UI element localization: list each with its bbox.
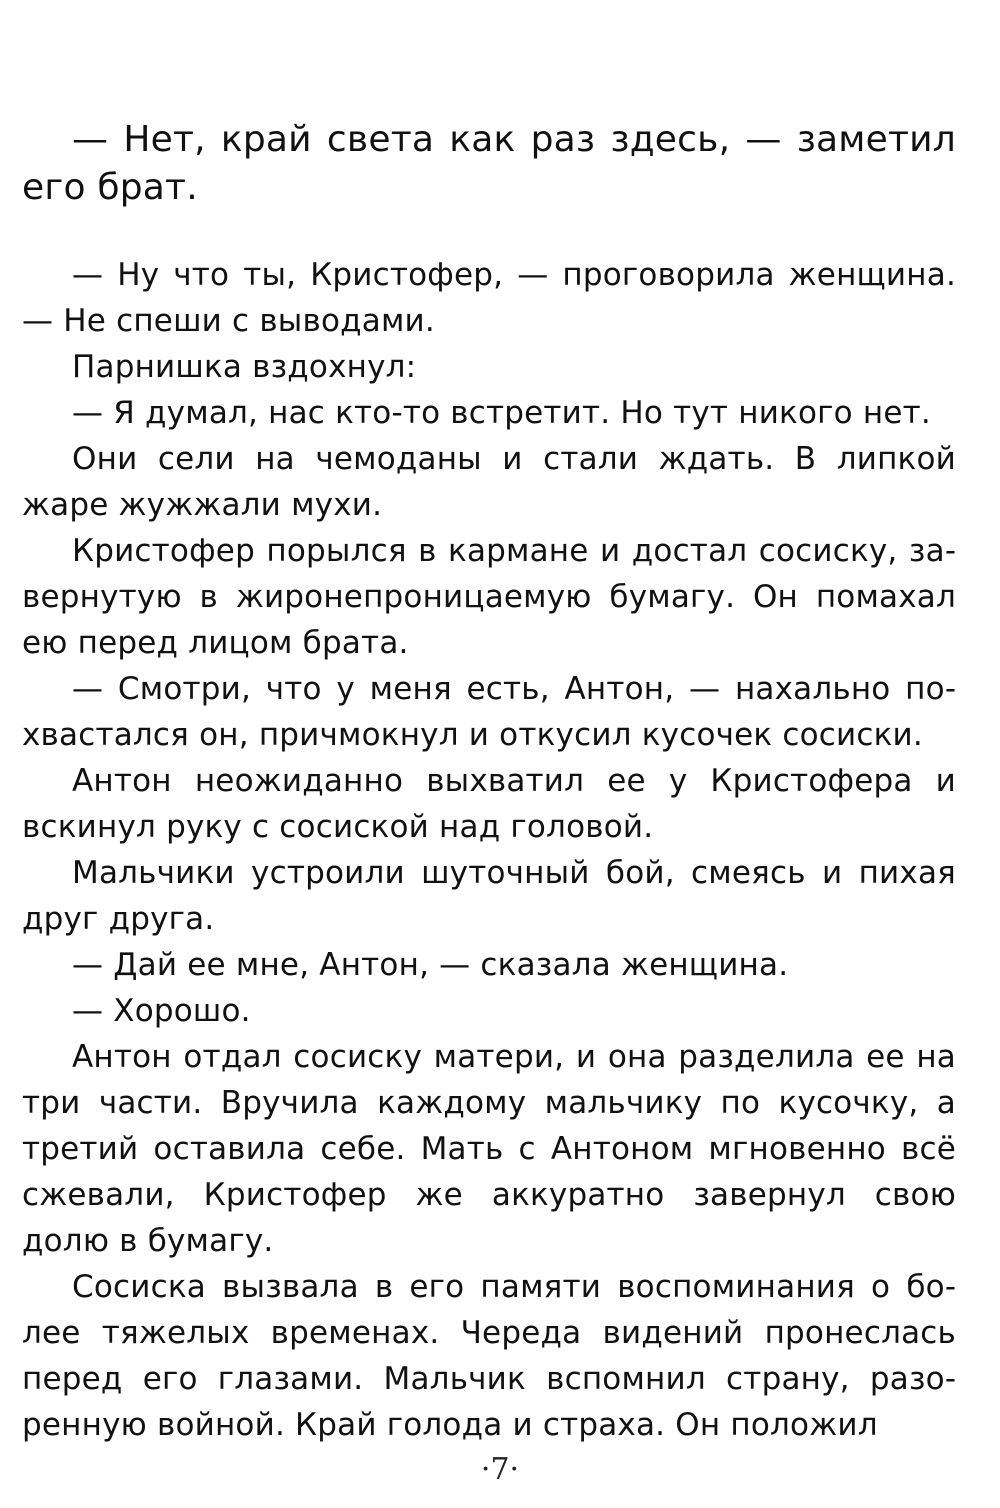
paragraph-6: Кристофер порылся в кармане и достал сосиску, завернутую в жиронепроницаемую бумагу. Он помахал ею перед лицом брата. [22, 533, 956, 661]
paragraph-10: — Дай ее мне, Антон, — сказала женщина. [72, 947, 789, 983]
paragraph-12: Антон отдал сосиску матери, и она разделила ее на три части. Вручила каждому мальчику по кусочку, а третий оставила себе. Мать с Антоном мгновенно всё сжевали, Кристофер же аккуратно завернул свою долю в бумагу. [22, 1039, 956, 1259]
paragraph-9: Мальчики устроили шуточный бой, смеясь и пихая друг друга. [22, 855, 956, 937]
paragraph-11: — Хорошо. [72, 993, 251, 1029]
paragraph-8: Антон неожиданно выхватил ее у Кристофера и вскинул руку с сосиской над головой. [22, 763, 956, 845]
paragraph-4: — Я думал, нас кто-то встретит. Но тут никого нет. [72, 395, 931, 431]
paragraph-3: Парнишка вздохнул: [72, 349, 417, 385]
paragraph-2: — Ну что ты, Кристофер, — проговорила женщина. — Не спеши с выводами. [22, 257, 956, 339]
paragraph-13: Сосиска вызвала в его памяти воспоминания о более тяжелых временах. Череда видений пронеслась перед его глазами. Мальчик вспомнил страну, разоренную войной. Край голода и страха. Он положил [22, 1269, 956, 1443]
paragraph-5: Они сели на чемоданы и стали ждать. В липкой жаре жужжали мухи. [22, 441, 956, 523]
page-text [22, 116, 956, 1448]
paragraph-7: — Смотри, что у меня есть, Антон, — нахально похвастался он, причмокнул и откусил кусочек сосиски. [22, 671, 956, 753]
paragraph-1: — Нет, край света как раз здесь, — заметил его брат. [22, 119, 956, 208]
page-number: ·7· [480, 1452, 520, 1487]
